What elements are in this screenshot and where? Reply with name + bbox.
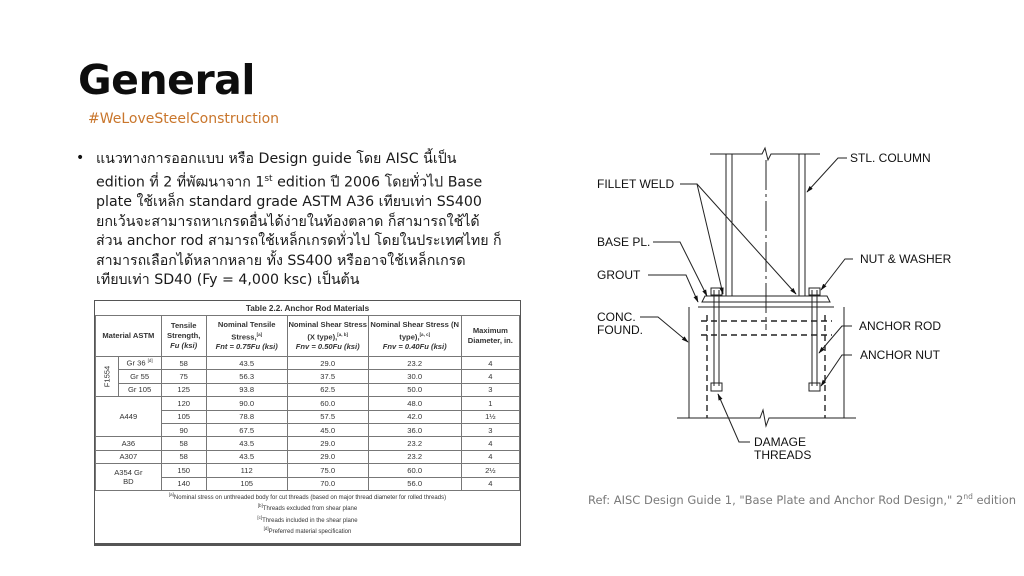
leader-fillet-weld — [697, 184, 796, 294]
cell-dia: 1½ — [461, 410, 519, 423]
cell-fnvn: 23.2 — [368, 357, 461, 370]
hashtag: #WeLoveSteelConstruction — [88, 111, 280, 127]
cell-fnvn: 48.0 — [368, 397, 461, 410]
bullet-text — [96, 150, 546, 291]
header-formula: Fu (ksi) — [170, 341, 198, 350]
header-text: Nominal Shear Stress (X type), — [288, 319, 367, 342]
footnote-mark: [b] — [257, 503, 263, 509]
cell-fu: 58 — [161, 437, 206, 450]
table-header-row — [96, 316, 520, 357]
note-text: Nominal stress on unthreaded body for cut threads (based on major thread diameter for rolled threads) — [173, 494, 447, 501]
cell-fnvx: 62.5 — [287, 383, 368, 396]
header-formula: Fnv = 0.50Fu (ksi) — [295, 342, 360, 352]
footnote-mark: [a, b] — [337, 331, 349, 337]
footnote-mark: [c] — [257, 514, 263, 520]
cell-fnt: 90.0 — [206, 397, 287, 410]
table-notes — [96, 490, 520, 536]
cell-fnt: 56.3 — [206, 370, 287, 383]
cell-fnt: 43.5 — [206, 437, 287, 450]
cell-fnvx: 45.0 — [287, 423, 368, 436]
bullet-line: แนวทางการออกแบบ หรือ Design guide โดย AISC นี้เป็น — [96, 151, 457, 167]
cell-dia: 4 — [461, 370, 519, 383]
cell-fnt: 43.5 — [206, 357, 287, 370]
header-max-diameter: Maximum Diameter, in. — [461, 316, 519, 357]
header-text: Nominal Shear Stress (N type), — [370, 319, 459, 342]
cell-fu: 58 — [161, 450, 206, 463]
cell-fnvn: 60.0 — [368, 464, 461, 477]
cell-fnvn: 30.0 — [368, 370, 461, 383]
footnote-mark: [a, c] — [419, 331, 431, 337]
group-a449: A449 — [96, 397, 162, 437]
cell-fnvx: 75.0 — [287, 464, 368, 477]
label-nut-washer: NUT & WASHER — [860, 252, 952, 266]
label-damage-threads: THREADS — [754, 448, 812, 462]
cell-dia: 4 — [461, 357, 519, 370]
cell-fu: 58 — [161, 357, 206, 370]
cell-dia: 4 — [461, 450, 519, 463]
anchor-rod-table-figure — [94, 300, 521, 546]
group-f1554 — [96, 357, 119, 397]
foundation-outline — [689, 307, 844, 418]
table-notes-row — [96, 490, 520, 536]
cell-fnt: 105 — [206, 477, 287, 490]
label-base-pl: BASE PL. — [597, 235, 651, 249]
footnote-mark: [a] — [168, 491, 174, 497]
cell-fnvx: 70.0 — [287, 477, 368, 490]
label-fillet-weld: FILLET WELD — [597, 177, 675, 191]
table-row — [96, 450, 520, 463]
cell-fnvx: 29.0 — [287, 437, 368, 450]
cell-dia: 2½ — [461, 464, 519, 477]
cell-dia: 4 — [461, 437, 519, 450]
anchor-nut-left — [711, 383, 722, 391]
note-text: Threads excluded from shear plane — [262, 506, 358, 513]
reference-text: edition — [972, 492, 1017, 507]
bullet-line-part: edition ที่ 2 ที่พัฒนาจาก 1 — [96, 174, 265, 191]
header-material: Material ASTM — [96, 316, 162, 357]
table-row — [96, 383, 520, 396]
header-shear-x — [287, 316, 368, 357]
cell-fnvx: 60.0 — [287, 397, 368, 410]
cell-fnt: 112 — [206, 464, 287, 477]
header-tensile — [161, 316, 206, 357]
ordinal-superscript: nd — [963, 492, 973, 501]
table-row — [96, 370, 520, 383]
cell-grade: Gr 105 — [118, 383, 161, 396]
header-formula: Fnv = 0.40Fu (ksi) — [382, 342, 447, 352]
cell-grade: Gr 55 — [118, 370, 161, 383]
anchor-nut-right — [809, 383, 820, 391]
cell-fnvx: 37.5 — [287, 370, 368, 383]
table-row — [96, 357, 520, 370]
cell-fnvn: 50.0 — [368, 383, 461, 396]
cell-fu: 120 — [161, 397, 206, 410]
table-caption: Table 2.2. Anchor Rod Materials — [96, 301, 520, 316]
label-grout: GROUT — [597, 268, 641, 282]
bullet-paragraph — [76, 150, 546, 291]
group-a36: A36 — [96, 437, 162, 450]
bullet-line: ยกเว้นจะสามารถหาเกรดอื่นได้ง่ายในท้องตลาด ก็สามารถใช้ได้ — [96, 213, 480, 230]
leader-base-pl — [653, 242, 707, 296]
bullet-line-part: edition ปี 2006 โดยทั่วไป Base — [272, 174, 483, 191]
leader-grout — [648, 275, 698, 302]
cell-fu: 90 — [161, 423, 206, 436]
cell-fu: 150 — [161, 464, 206, 477]
cell-fnvn: 23.2 — [368, 437, 461, 450]
cell-dia: 1 — [461, 397, 519, 410]
cell-fnvn: 42.0 — [368, 410, 461, 423]
table-note — [96, 514, 520, 525]
ordinal-superscript: st — [264, 173, 273, 184]
label-stl-column: STL. COLUMN — [850, 151, 931, 165]
table-note — [96, 502, 520, 513]
leader-nut-washer — [821, 259, 853, 290]
anchor-rod-materials-table — [95, 301, 520, 537]
note-text: Preferred material specification — [268, 529, 352, 536]
label-anchor-nut: ANCHOR NUT — [860, 348, 940, 362]
cell-fnvx: 57.5 — [287, 410, 368, 423]
bullet-line: plate ใช้เหล็ก standard grade ASTM A36 เทียบเท่า SS400 — [96, 193, 482, 210]
cell-fu: 140 — [161, 477, 206, 490]
slide-title: General — [78, 56, 255, 104]
table-note — [96, 525, 520, 536]
cell-fnt: 67.5 — [206, 423, 287, 436]
note-text: Threads included in the shear plane — [262, 517, 358, 524]
bullet-line: เทียบเท่า SD40 (Fy = 4,000 ksc) เป็นต้น — [96, 272, 360, 289]
leader-fillet-weld — [680, 184, 723, 294]
table-note — [96, 491, 520, 502]
cell-fnvn: 23.2 — [368, 450, 461, 463]
table-row — [96, 397, 520, 410]
reference-citation — [588, 492, 1016, 507]
label-conc-found: FOUND. — [597, 323, 643, 337]
cell-fnt: 43.5 — [206, 450, 287, 463]
foundation-break-line — [677, 410, 856, 426]
cell-fnvn: 56.0 — [368, 477, 461, 490]
cell-dia: 4 — [461, 477, 519, 490]
footnote-mark: [d] — [263, 526, 269, 532]
grade-text: Gr 36 — [126, 358, 146, 368]
group-label: F1554 — [102, 365, 112, 388]
header-formula: Fnt = 0.75Fu (ksi) — [215, 342, 278, 352]
footnote-mark: [a] — [256, 331, 263, 337]
table-row — [96, 464, 520, 477]
nut-washer-right — [809, 288, 820, 295]
cell-fu: 125 — [161, 383, 206, 396]
label-conc-found: CONC. — [597, 310, 636, 324]
label-anchor-rod: ANCHOR ROD — [859, 319, 942, 333]
cell-fu: 105 — [161, 410, 206, 423]
group-a307: A307 — [96, 450, 162, 463]
header-text: Nominal Tensile Stress, — [217, 319, 276, 342]
cell-fnt: 78.8 — [206, 410, 287, 423]
cell-fnvn: 36.0 — [368, 423, 461, 436]
leader-anchor-rod — [819, 326, 852, 353]
footnote-mark: [d] — [147, 358, 153, 364]
base-plate-diagram — [580, 140, 960, 480]
leader-stl-column — [807, 158, 847, 192]
header-nominal-tensile — [206, 316, 287, 357]
cell-fnvx: 29.0 — [287, 450, 368, 463]
group-a354: A354 Gr BD — [96, 464, 162, 491]
header-shear-n — [368, 316, 461, 357]
cell-dia: 3 — [461, 423, 519, 436]
reference-text: Ref: AISC Design Guide 1, "Base Plate and Anchor Rod Design," 2 — [588, 492, 964, 507]
nut-washer-left — [711, 288, 722, 295]
leader-conc-found — [640, 317, 688, 342]
cell-fnt: 93.8 — [206, 383, 287, 396]
bullet-line — [96, 170, 546, 193]
table-row — [96, 437, 520, 450]
cell-fnvx: 29.0 — [287, 357, 368, 370]
bullet-icon: • — [76, 150, 85, 166]
cell-fu: 75 — [161, 370, 206, 383]
label-damage-threads: DAMAGE — [754, 435, 807, 449]
cell-grade — [118, 357, 161, 370]
bullet-line: ส่วน anchor rod สามารถใช้เหล็กเกรดทั่วไป โดยในประเทศไทย ก็ — [96, 233, 502, 250]
cell-dia: 3 — [461, 383, 519, 396]
header-text: Tensile Strength, — [167, 321, 201, 340]
bullet-line: สามารถเลือกได้หลากหลาย ทั้ง SS400 หรืออาจใช้เหล็กเกรด — [96, 252, 466, 269]
